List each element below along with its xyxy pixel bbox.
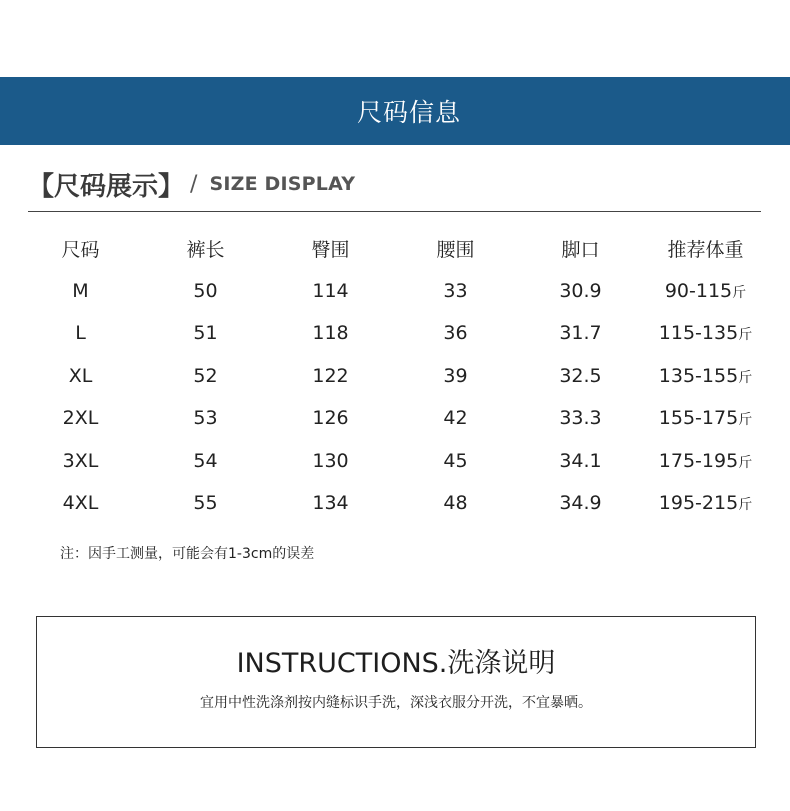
weight-unit: 斤 [732,284,747,301]
cell-hem: 32.5 [559,364,602,387]
weight-range: 175-195 [658,449,739,472]
cell-length: 53 [193,407,218,430]
column-header-size: 尺码 [61,238,100,261]
weight-range: 155-175 [658,407,739,430]
cell-size: 3XL [62,449,99,472]
table-row [18,482,768,525]
cell-weight [643,440,768,483]
cell-hip: 134 [312,492,349,515]
cell-size: XL [68,364,93,387]
banner-title: 尺码信息 [356,98,461,127]
weight-range: 135-155 [658,364,739,387]
table-row [18,440,768,483]
size-chart-table [18,227,768,525]
cell-weight [643,482,768,525]
size-display-heading-en: SIZE DISPLAY [209,173,356,195]
instructions-text: 宜用中性洗涤剂按内缝标识手洗，深浅衣服分开洗，不宜暴晒。 [200,695,592,711]
cell-length: 55 [193,492,218,515]
weight-unit: 斤 [738,369,753,386]
heading-divider-slash: / [190,171,198,197]
washing-instructions-box [36,616,756,748]
weight-unit: 斤 [738,327,753,344]
cell-weight [643,397,768,440]
cell-hem: 31.7 [559,322,602,345]
cell-hem: 30.9 [559,279,602,302]
cell-size: 4XL [62,492,99,515]
size-display-heading [28,164,355,204]
column-header-length: 裤长 [186,238,225,261]
cell-hip: 130 [312,449,349,472]
instructions-title: INSTRUCTIONS.洗涤说明 [236,648,556,679]
weight-range: 90-115 [664,279,733,302]
cell-size: L [75,322,86,345]
banner [0,77,790,145]
cell-waist: 39 [443,364,468,387]
weight-range: 115-135 [658,322,739,345]
cell-waist: 33 [443,279,468,302]
column-header-waist: 腰围 [436,238,475,261]
cell-length: 50 [193,279,218,302]
cell-hip: 114 [312,279,349,302]
cell-hip: 122 [312,364,349,387]
size-display-heading-cn: 【尺码展示】 [28,171,185,202]
cell-hem: 34.1 [559,449,602,472]
cell-length: 52 [193,364,218,387]
measurement-note: 注：因手工测量，可能会有1-3cm的误差 [60,546,315,562]
cell-length: 54 [193,449,218,472]
weight-range: 195-215 [658,492,739,515]
cell-hip: 118 [312,322,349,345]
cell-weight [643,355,768,398]
table-row [18,355,768,398]
cell-hem: 34.9 [559,492,602,515]
cell-waist: 36 [443,322,468,345]
cell-hem: 33.3 [559,407,602,430]
weight-unit: 斤 [738,412,753,429]
table-row [18,270,768,313]
column-header-hip: 臀围 [311,238,350,261]
table-row [18,312,768,355]
cell-waist: 45 [443,449,468,472]
cell-size: 2XL [62,407,99,430]
column-header-hem: 脚口 [561,238,600,261]
cell-hip: 126 [312,407,349,430]
section-divider-line [28,211,761,212]
cell-weight [643,270,768,313]
table-header-row [18,227,768,270]
column-header-weight: 推荐体重 [667,238,744,261]
cell-size: M [72,279,89,302]
cell-length: 51 [193,322,218,345]
table-row [18,397,768,440]
cell-waist: 48 [443,492,468,515]
cell-waist: 42 [443,407,468,430]
weight-unit: 斤 [738,454,753,471]
weight-unit: 斤 [738,497,753,514]
cell-weight [643,312,768,355]
